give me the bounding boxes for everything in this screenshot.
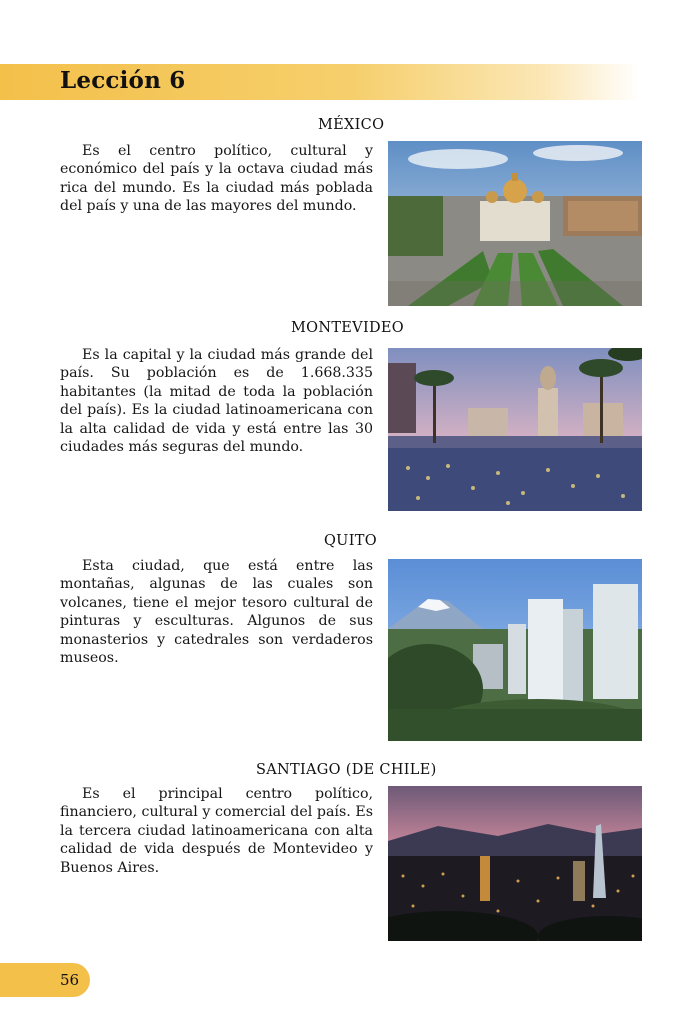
- photo-mexico: [388, 141, 642, 306]
- city-heading-mexico: MÉXICO: [318, 117, 385, 133]
- lesson-title: Lección 6: [60, 67, 186, 94]
- city-text-montevideo: Es la capital y la ciudad más grande del país. Su población es de 1.668.335 habitantes (la mitad de toda la población del país). Es la ciudad latinoamericana con la alta calidad de vida y está entre las 30 ciudades más seguras del mundo.: [60, 347, 373, 456]
- city-heading-santiago: SANTIAGO (DE CHILE): [256, 762, 437, 778]
- city-heading-quito: QUITO: [324, 533, 377, 549]
- photo-santiago: [388, 786, 642, 941]
- page-number: 56: [60, 971, 80, 989]
- city-text-quito: Esta ciudad, que está entre las montañas, algunas de las cuales son volcanes, tiene el mejor tesoro cultural de pinturas y esculturas. Algunos de sus monasterios y catedrales son verdaderos museos.: [60, 558, 373, 667]
- city-text-santiago: Es el principal centro político, financiero, cultural y comercial del país. Es la tercera ciudad latinoamericana con alta calidad de vida después de Montevideo y Buenos Aires.: [60, 786, 373, 876]
- city-heading-montevideo: MONTEVIDEO: [291, 320, 404, 336]
- photo-montevideo: [388, 348, 642, 511]
- city-text-mexico: Es el centro político, cultural y económico del país y la octava ciudad más rica del mundo. Es la ciudad más poblada del país y una de las mayores del mundo.: [60, 143, 373, 215]
- photo-quito: [388, 559, 642, 741]
